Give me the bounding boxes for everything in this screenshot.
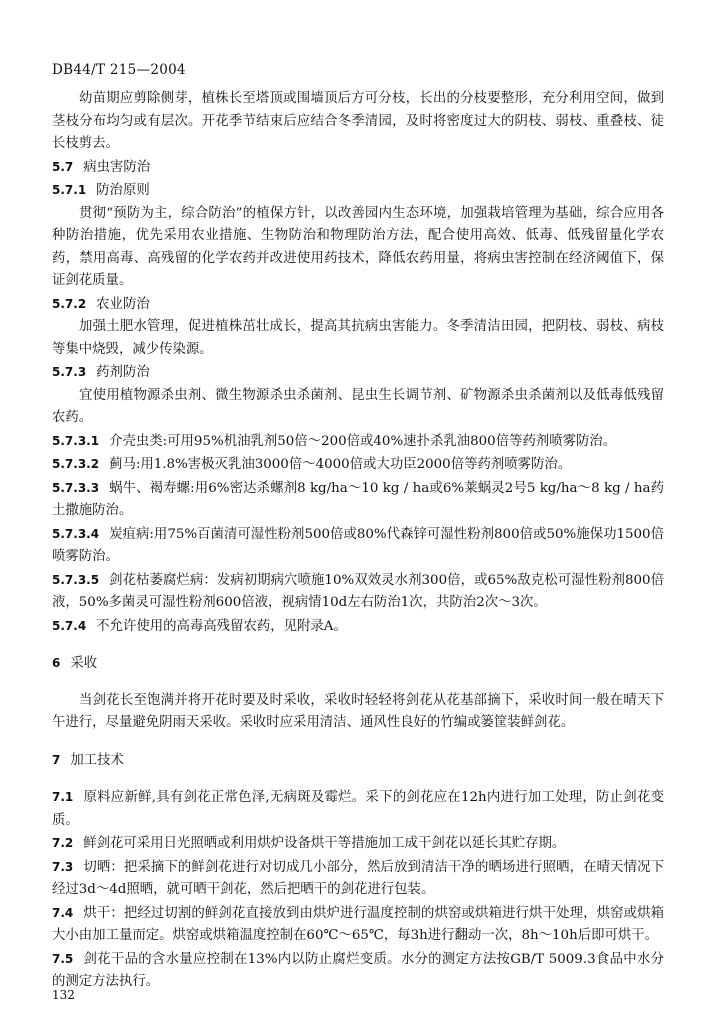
clause-item — [52, 786, 664, 832]
chapter-number: 6 — [52, 656, 61, 670]
clause-number: 7.2 — [52, 836, 74, 850]
clause-item — [52, 453, 664, 477]
clause-number: 7.3 — [52, 859, 74, 874]
section-title: 防治原则 — [96, 183, 150, 198]
clause-text: 蜗牛、褐寿螺:用6%密达杀螺剂8 kg/ha～10 kg / ha或6%莱蜗灵2号5 kg/ha～8 kg / ha药土撒施防治。 — [52, 480, 664, 518]
clause-number: 5.7.3.5 — [52, 572, 100, 587]
clause-text: 蓟马:用1.8%害极灭乳油3000倍～4000倍或大功臣2000倍等药剂喷雾防治。 — [109, 457, 572, 472]
clause-item — [52, 615, 664, 639]
clause-text: 介壳虫类:可用95%机油乳剂50倍～200倍或40%速扑杀乳油800倍等药剂喷雾防治。 — [109, 433, 617, 449]
section-number: 5.7.2 — [52, 296, 87, 311]
paragraph: 幼苗期应剪除侧芽，植株长至塔顶或围墙顶后方可分枝，长出的分枝要整形，充分利用空间，做到茎枝分布均匀或有层次。开花季节结束后应结合冬季清园，及时将密度过大的阴枝、弱枝、重叠枝、徒长枝剪去。 — [52, 91, 664, 151]
section-number: 5.7 — [52, 159, 74, 174]
clause-number: 5.7.3.4 — [52, 526, 100, 541]
section-title: 病虫害防治 — [83, 159, 151, 175]
clause-number: 7.5 — [52, 951, 74, 966]
paragraph: 加强土肥水管理，促进植株茁壮成长，提高其抗病虫害能力。冬季清洁田园，把阴枝、弱枝、病枝等集中烧毁，减少传染源。 — [52, 319, 664, 357]
clause-item — [52, 948, 664, 994]
clause-text: 炭疽病:用75%百菌清可湿性粉剂500倍或80%代森锌可湿性粉剂800倍或50%施保功1500倍喷雾防治。 — [52, 526, 664, 564]
section-heading — [52, 156, 664, 180]
clause-item — [52, 477, 664, 523]
chapter-title: 加工技术 — [70, 752, 124, 768]
clause-number: 5.7.4 — [52, 618, 87, 633]
section-heading — [52, 293, 664, 317]
section-title: 药剂防治 — [96, 365, 150, 380]
clause-number: 7.1 — [52, 790, 74, 804]
section-heading — [52, 361, 664, 385]
clause-number: 5.7.3.3 — [52, 480, 100, 495]
clause-item — [52, 430, 664, 454]
section-title: 农业防治 — [96, 296, 150, 312]
clause-number: 7.4 — [52, 905, 74, 920]
clause-text: 烘干：把经过切割的鲜剑花直接放到由烘炉进行温度控制的烘窑或烘箱进行烘干处理，烘窑或烘箱大小由加工量而定。烘窑或烘箱温度控制在60℃～65℃，每3h进行翻动一次，8h～10h后即可烘干。 — [52, 905, 664, 943]
clause-text: 不允许使用的高毒高残留农药，见附录A。 — [96, 618, 347, 634]
clause-item — [52, 856, 664, 902]
document-body — [52, 88, 664, 994]
chapter-heading — [52, 749, 664, 773]
paragraph: 贯彻“预防为主，综合防治”的植保方针，以改善园内生态环境，加强栽培管理为基础，综合应用各种防治措施，优先采用农业措施、生物防治和物理防治方法，配合使用高效、低毒、低残留量化学农药，禁用高毒、高残留的化学农药并改进使用药技术，降低农药用量，将病虫害控制在经济阈值下，保证剑花质量。 — [52, 205, 664, 288]
clause-number: 5.7.3.2 — [52, 457, 100, 471]
clause-number: 5.7.3.1 — [52, 433, 100, 448]
document-code: DB44/T 215—2004 — [52, 62, 186, 78]
clause-item — [52, 902, 664, 948]
page-number: 132 — [52, 988, 75, 1002]
clause-text: 切晒：把采摘下的鲜剑花进行对切成几小部分，然后放到清洁干净的晒场进行照晒，在晴天情况下经过3d～4d照晒，就可晒干剑花，然后把晒干的剑花进行包装。 — [52, 859, 664, 897]
chapter-heading — [52, 652, 664, 676]
paragraph: 当剑花长至饱满并将开花时要及时采收，采收时轻轻将剑花从花基部摘下，采收时间一般在晴天下午进行，尽量避免阴雨天采收。采收时应采用清洁、通风性良好的竹编或篓筐装鲜剑花。 — [52, 692, 664, 730]
chapter-number: 7 — [52, 752, 61, 767]
clause-text: 鲜剑花可采用日光照晒或利用烘炉设备烘干等措施加工成干剑花以延长其贮存期。 — [83, 836, 566, 851]
clause-text: 原料应新鲜,具有剑花正常色泽,无病斑及霉烂。采下的剑花应在12h内进行加工处理，防止剑花变质。 — [52, 790, 664, 828]
clause-text: 剑花枯萎腐烂病：发病初期病穴喷施10%双效灵水剂300倍，或65%敌克松可湿性粉剂800倍液，50%多菌灵可湿性粉剂600倍液，视病情10d左右防治1次，共防治2次～3次。 — [52, 572, 664, 610]
clause-item — [52, 523, 664, 569]
section-number: 5.7.3 — [52, 365, 87, 379]
section-heading — [52, 179, 664, 203]
clause-item — [52, 832, 664, 856]
clause-item — [52, 569, 664, 615]
paragraph: 宜使用植物源杀虫剂、微生物源杀虫杀菌剂、昆虫生长调节剂、矿物源杀虫杀菌剂以及低毒低残留农药。 — [52, 387, 664, 425]
chapter-title: 采收 — [70, 656, 98, 671]
section-number: 5.7.1 — [52, 183, 87, 197]
clause-text: 剑花干品的含水量应控制在13%内以防止腐烂变质。水分的测定方法按GB/T 5009.3食品中水分的测定方法执行。 — [52, 951, 664, 989]
